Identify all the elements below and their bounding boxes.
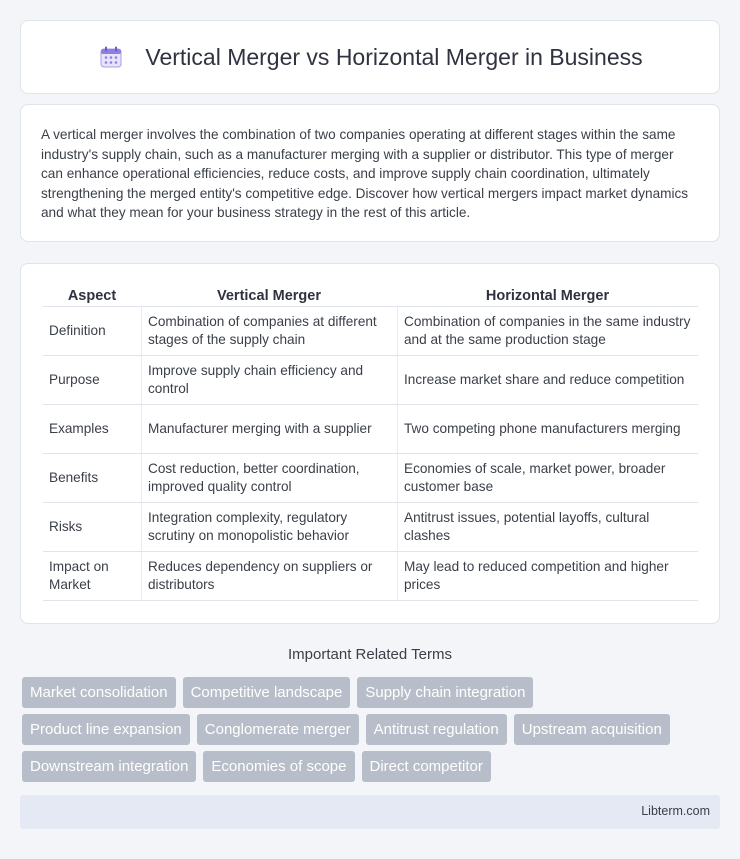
title-card — [20, 20, 720, 94]
footer-brand[interactable]: Libterm.com — [641, 804, 710, 818]
table-row — [43, 454, 698, 503]
related-term-tag[interactable]: Direct competitor — [362, 751, 491, 782]
horizontal-cell: Economies of scale, market power, broader customer base — [397, 454, 698, 503]
header-aspect: Aspect — [43, 284, 141, 307]
horizontal-cell: Combination of companies in the same industry and at the same production stage — [397, 307, 698, 356]
aspect-cell: Definition — [43, 307, 141, 356]
table-header-row — [43, 284, 698, 307]
horizontal-cell: May lead to reduced competition and higher prices — [397, 552, 698, 601]
calendar-icon — [97, 43, 125, 71]
related-term-tag[interactable]: Economies of scope — [203, 751, 354, 782]
aspect-cell: Impact on Market — [43, 552, 141, 601]
footer — [20, 795, 720, 829]
aspect-cell: Benefits — [43, 454, 141, 503]
tag-row — [22, 714, 722, 745]
comparison-card — [20, 263, 720, 624]
aspect-cell: Purpose — [43, 356, 141, 405]
vertical-cell: Reduces dependency on suppliers or distributors — [141, 552, 397, 601]
intro-card — [20, 104, 720, 242]
horizontal-cell: Two competing phone manufacturers merging — [397, 405, 698, 454]
table-row — [43, 405, 698, 454]
related-term-tag[interactable]: Competitive landscape — [183, 677, 351, 708]
vertical-cell: Cost reduction, better coordination, improved quality control — [141, 454, 397, 503]
related-term-tag[interactable]: Downstream integration — [22, 751, 196, 782]
table-row — [43, 307, 698, 356]
header-horizontal: Horizontal Merger — [397, 284, 698, 307]
comparison-table — [43, 284, 698, 601]
table-row — [43, 503, 698, 552]
vertical-cell: Manufacturer merging with a supplier — [141, 405, 397, 454]
related-term-tag[interactable]: Supply chain integration — [357, 677, 533, 708]
related-term-tag[interactable]: Market consolidation — [22, 677, 176, 708]
vertical-cell: Improve supply chain efficiency and control — [141, 356, 397, 405]
tag-row — [22, 677, 722, 708]
related-term-tag[interactable]: Upstream acquisition — [514, 714, 670, 745]
intro-text: A vertical merger involves the combination of two companies operating at different stages within the same industry's supply chain, such as a manufacturer merging with a supplier or distributor. This type of merger can enhance operational efficiencies, reduce costs, and improve supply chain coordination, ultimately strengthening the merged entity's competitive edge. Discover how vertical mergers impact market dynamics and what they mean for your business strategy in the rest of this article. — [41, 127, 689, 220]
vertical-cell: Integration complexity, regulatory scrutiny on monopolistic behavior — [141, 503, 397, 552]
vertical-cell: Combination of companies at different stages of the supply chain — [141, 307, 397, 356]
header-vertical: Vertical Merger — [141, 284, 397, 307]
tag-row — [22, 751, 722, 782]
horizontal-cell: Increase market share and reduce competition — [397, 356, 698, 405]
aspect-cell: Examples — [43, 405, 141, 454]
aspect-cell: Risks — [43, 503, 141, 552]
related-term-tag[interactable]: Product line expansion — [22, 714, 190, 745]
page-title: Vertical Merger vs Horizontal Merger in Business — [145, 43, 643, 70]
table-row — [43, 356, 698, 405]
table-row — [43, 552, 698, 601]
related-terms-list — [22, 677, 722, 788]
horizontal-cell: Antitrust issues, potential layoffs, cultural clashes — [397, 503, 698, 552]
related-term-tag[interactable]: Antitrust regulation — [366, 714, 507, 745]
related-term-tag[interactable]: Conglomerate merger — [197, 714, 359, 745]
related-terms-title: Important Related Terms — [288, 646, 452, 663]
